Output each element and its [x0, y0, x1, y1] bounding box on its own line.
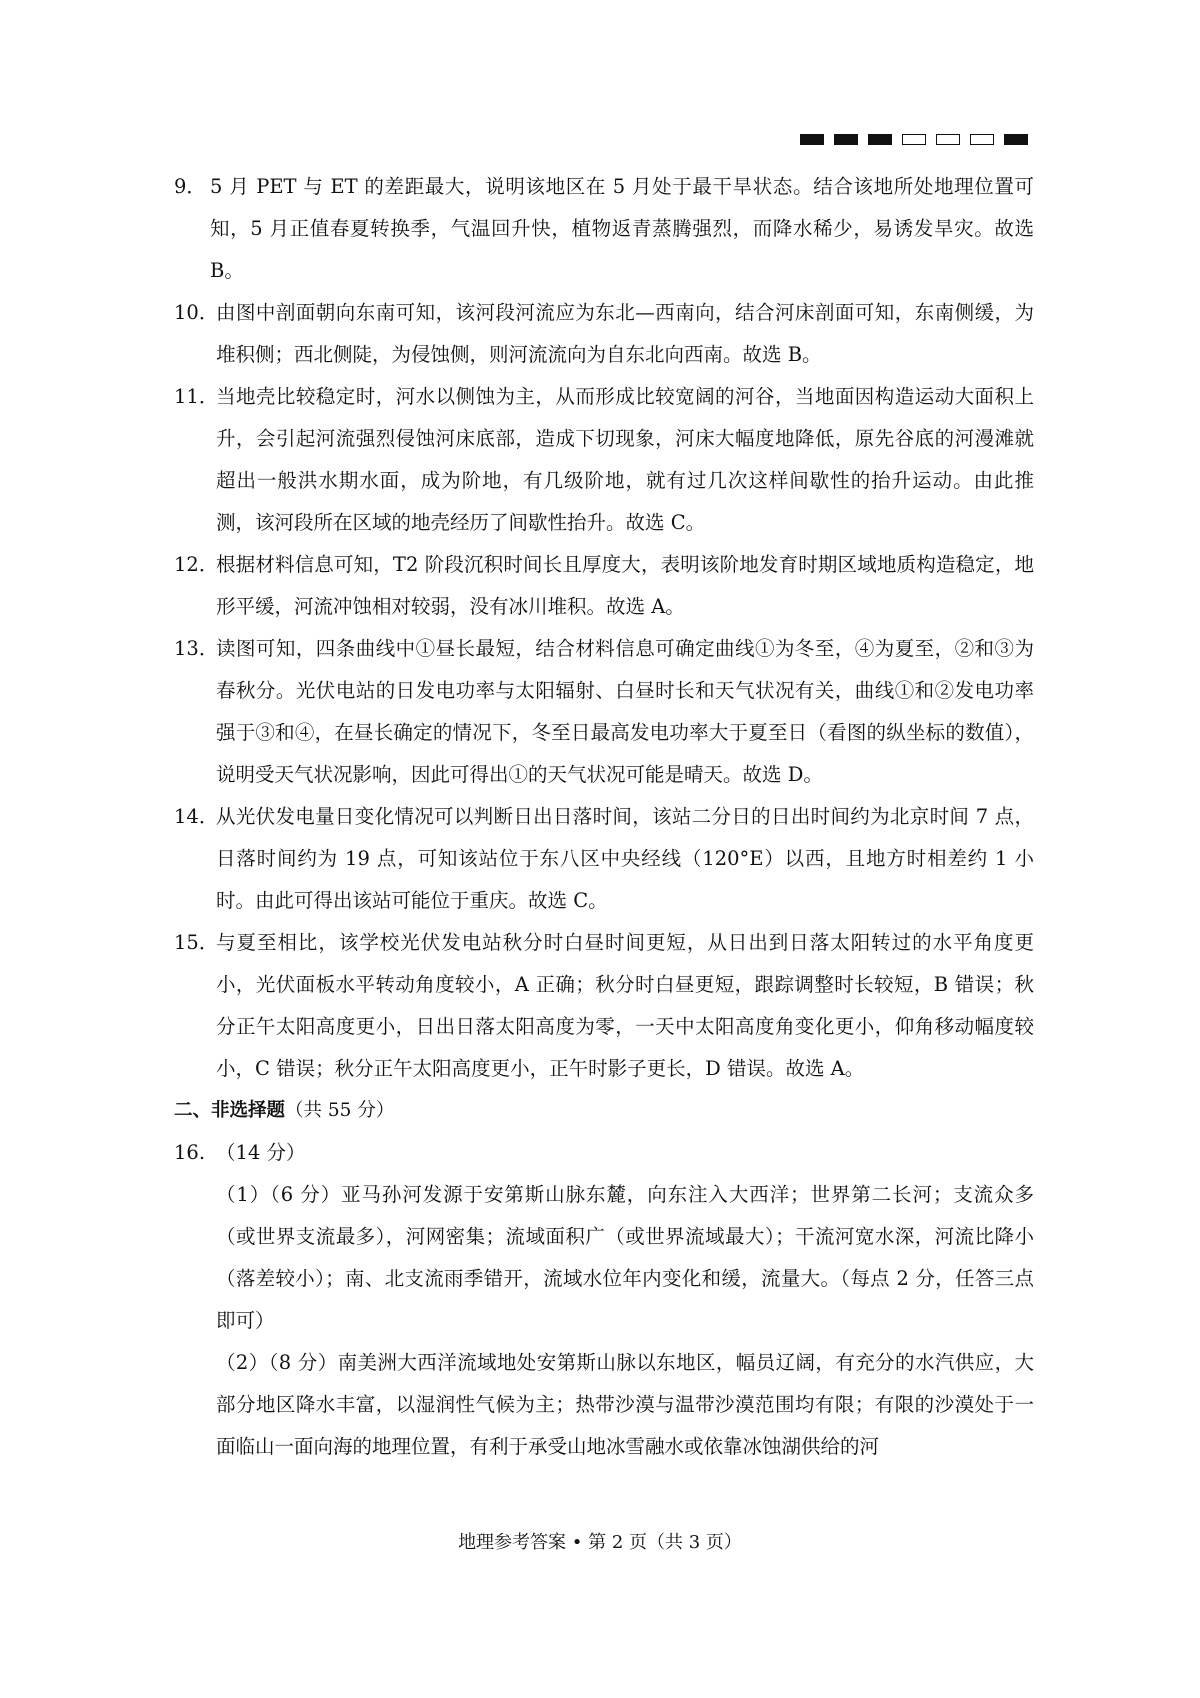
header-mark-1	[800, 134, 824, 145]
answer-item-14	[174, 796, 1034, 922]
question-16-part-1: （1）（6 分）亚马孙河发源于安第斯山脉东麓，向东注入大西洋；世界第二长河；支流众多（或世界支流最多），河网密集；流域面积广（或世界流域最大）；干流河宽水深，河流比降小（落差较小）；南、北支流雨季错开，流域水位年内变化和缓，流量大。（每点 2 分，任答三点即可）	[216, 1183, 1034, 1332]
answer-text: 由图中剖面朝向东南可知，该河段河流应为东北—西南向，结合河床剖面可知，东南侧缓，为堆积侧；西北侧陡，为侵蚀侧，则河流流向为自东北向西南。故选 B。	[216, 301, 1034, 366]
answer-number: 9．	[174, 175, 206, 198]
header-mark-6	[970, 134, 994, 145]
answer-text: 当地壳比较稳定时，河水以侧蚀为主，从而形成比较宽阔的河谷，当地面因构造运动大面积上升，会引起河流强烈侵蚀河床底部，造成下切现象，河床大幅度地降低，原先谷底的河漫滩就超出一般洪水期水面，成为阶地，有几级阶地，就有过几次这样间歇性的抬升运动。由此推测，该河段所在区域的地壳经历了间歇性抬升。故选 C。	[216, 385, 1034, 534]
answer-item-11	[174, 376, 1034, 544]
section-score-note: （共 55 分）	[285, 1100, 395, 1121]
answer-text: 从光伏发电量日变化情况可以判断日出日落时间，该站二分日的日出时间约为北京时间 7 点，日落时间约为 19 点，可知该站位于东八区中央经线（120°E）以西，且地方时相差约 1 小时。由此可得出该站可能位于重庆。故选 C。	[216, 805, 1034, 912]
answer-text: 5 月 PET 与 ET 的差距最大，说明该地区在 5 月处于最干旱状态。结合该地所处地理位置可知，5 月正值春夏转换季，气温回升快，植物返青蒸腾强烈，而降水稀少，易诱发旱灾。故选 B。	[210, 175, 1034, 282]
page-footer: 地理参考答案 • 第 2 页（共 3 页）	[458, 1532, 742, 1553]
header-mark-7	[1004, 134, 1028, 145]
answer-item-9	[174, 166, 1034, 292]
header-mark-5	[936, 134, 960, 145]
answer-text: 根据材料信息可知，T2 阶段沉积时间长且厚度大，表明该阶地发育时期区域地质构造稳定，地形平缓，河流冲蚀相对较弱，没有冰川堆积。故选 A。	[216, 553, 1034, 618]
answer-text: 与夏至相比，该学校光伏发电站秋分时白昼时间更短，从日出到日落太阳转过的水平角度更小，光伏面板水平转动角度较小，A 正确；秋分时白昼更短，跟踪调整时长较短，B 错误；秋分正午太阳高度更小，日出日落太阳高度为零，一天中太阳高度角变化更小，仰角移动幅度较小，C 错误；秋分正午太阳高度更小，正午时影子更长，D 错误。故选 A。	[216, 931, 1034, 1080]
answer-item-10	[174, 292, 1034, 376]
question-score: （14 分）	[216, 1141, 306, 1164]
question-16-part-2: （2）（8 分）南美洲大西洋流域地处安第斯山脉以东地区，幅员辽阔，有充分的水汽供应，大部分地区降水丰富，以湿润性气候为主；热带沙漠与温带沙漠范围均有限；有限的沙漠处于一面临山一面向海的地理位置，有利于承受山地冰雪融水或依靠冰蚀湖供给的河	[216, 1351, 1034, 1458]
answer-number: 12．	[174, 553, 219, 576]
section-title: 二、非选择题	[174, 1100, 286, 1121]
section-heading	[174, 1090, 1034, 1132]
header-mark-3	[868, 134, 892, 145]
answer-content	[174, 166, 1034, 1468]
answer-number: 11．	[174, 385, 219, 408]
header-marks	[800, 134, 1028, 145]
header-mark-2	[834, 134, 858, 145]
question-16-header	[174, 1132, 1034, 1174]
header-mark-4	[902, 134, 926, 145]
answer-number: 10．	[174, 301, 219, 324]
answer-number: 13．	[174, 637, 219, 660]
answer-item-15	[174, 922, 1034, 1090]
question-number: 16.	[174, 1141, 206, 1164]
answer-item-13	[174, 628, 1034, 796]
answer-item-12	[174, 544, 1034, 628]
answer-number: 14．	[174, 805, 219, 828]
answer-text: 读图可知，四条曲线中①昼长最短，结合材料信息可确定曲线①为冬至，④为夏至，②和③为春秋分。光伏电站的日发电功率与太阳辐射、白昼时长和天气状况有关，曲线①和②发电功率强于③和④，在昼长确定的情况下，冬至日最高发电功率大于夏至日（看图的纵坐标的数值），说明受天气状况影响，因此可得出①的天气状况可能是晴天。故选 D。	[216, 637, 1034, 786]
answer-number: 15．	[174, 931, 219, 954]
